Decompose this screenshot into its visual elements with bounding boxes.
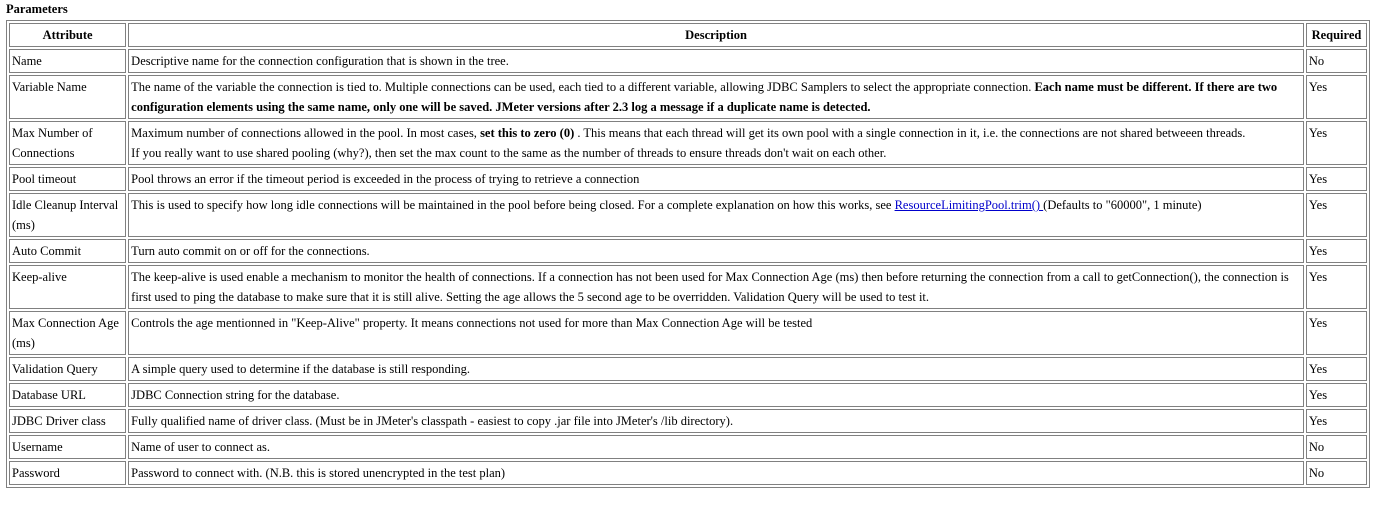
attribute-cell: Database URL (9, 383, 126, 407)
attribute-cell: Validation Query (9, 357, 126, 381)
table-row (9, 265, 1367, 309)
attribute-cell: Username (9, 435, 126, 459)
description-cell: Fully qualified name of driver class. (Must be in JMeter's classpath - easiest to copy .jar file into JMeter's /lib directory). (128, 409, 1304, 433)
table-row (9, 311, 1367, 355)
description-cell: The keep-alive is used enable a mechanism to monitor the health of connections. If a connection has not been used for Max Connection Age (ms) then before returning the connection from a call to getConnection(), the connection is first used to ping the database to make sure that it is still alive. Setting the age allows the 5 second age to be overridden. Validation Query will be used to test it. (128, 265, 1304, 309)
attribute-cell: Auto Commit (9, 239, 126, 263)
description-cell: Controls the age mentionned in "Keep-Alive" property. It means connections not used for more than Max Connection Age will be tested (128, 311, 1304, 355)
required-cell: Yes (1306, 265, 1367, 309)
section-title: Parameters (6, 2, 68, 16)
required-cell: Yes (1306, 383, 1367, 407)
description-cell (128, 75, 1304, 119)
description-cell (128, 121, 1304, 165)
attribute-cell: Keep-alive (9, 265, 126, 309)
attribute-cell: Max Number of Connections (9, 121, 126, 165)
description-cell: Name of user to connect as. (128, 435, 1304, 459)
required-cell: Yes (1306, 239, 1367, 263)
required-cell: No (1306, 49, 1367, 73)
required-cell: Yes (1306, 357, 1367, 381)
attribute-cell: JDBC Driver class (9, 409, 126, 433)
attribute-cell: Pool timeout (9, 167, 126, 191)
description-text: Maximum number of connections allowed in the pool. In most cases, (131, 126, 481, 140)
header-row (9, 23, 1367, 47)
description-text: This is used to specify how long idle connections will be maintained in the pool before being closed. For a complete explanation on how this works, see (131, 198, 895, 212)
table-row (9, 167, 1367, 191)
description-text: If you really want to use shared pooling (why?), then set the max count to the same as the number of threads to ensure threads don't wait on each other. (131, 146, 887, 160)
required-cell: Yes (1306, 311, 1367, 355)
description-cell: A simple query used to determine if the database is still responding. (128, 357, 1304, 381)
attribute-cell: Name (9, 49, 126, 73)
description-cell: JDBC Connection string for the database. (128, 383, 1304, 407)
required-cell: Yes (1306, 75, 1367, 119)
header-description: Description (128, 23, 1304, 47)
table-row (9, 121, 1367, 165)
table-row (9, 409, 1367, 433)
required-cell: Yes (1306, 409, 1367, 433)
table-row (9, 435, 1367, 459)
required-cell: No (1306, 461, 1367, 485)
table-row (9, 193, 1367, 237)
table-row (9, 75, 1367, 119)
required-cell: No (1306, 435, 1367, 459)
description-bold-text: Each name must be different. If there are two configuration elements using the same name, only one will be saved. JMeter versions after 2.3 log a message if a duplicate name is detected. (131, 80, 1278, 114)
header-required: Required (1306, 23, 1367, 47)
description-text: (Defaults to "60000", 1 minute) (1043, 198, 1202, 212)
required-cell: Yes (1306, 167, 1367, 191)
attribute-cell: Password (9, 461, 126, 485)
table-row (9, 239, 1367, 263)
header-attribute: Attribute (9, 23, 126, 47)
description-cell: Turn auto commit on or off for the connections. (128, 239, 1304, 263)
description-text: . This means that each thread will get its own pool with a single connection in it, i.e. the connections are not shared betweeen threads. (574, 126, 1246, 140)
attribute-cell: Idle Cleanup Interval (ms) (9, 193, 126, 237)
description-cell: Descriptive name for the connection configuration that is shown in the tree. (128, 49, 1304, 73)
description-cell: Password to connect with. (N.B. this is stored unencrypted in the test plan) (128, 461, 1304, 485)
parameters-table (6, 20, 1370, 488)
table-row (9, 49, 1367, 73)
table-row (9, 383, 1367, 407)
required-cell: Yes (1306, 193, 1367, 237)
attribute-cell: Max Connection Age (ms) (9, 311, 126, 355)
description-bold-text: set this to zero (0) (480, 126, 575, 140)
table-row (9, 461, 1367, 485)
description-cell (128, 193, 1304, 237)
required-cell: Yes (1306, 121, 1367, 165)
table-row (9, 357, 1367, 381)
description-text: The name of the variable the connection is tied to. Multiple connections can be used, each tied to a different variable, allowing JDBC Samplers to select the appropriate connection. (131, 80, 1035, 94)
description-cell: Pool throws an error if the timeout period is exceeded in the process of trying to retrieve a connection (128, 167, 1304, 191)
resource-limiting-pool-trim-link[interactable]: ResourceLimitingPool.trim() (894, 198, 1044, 212)
attribute-cell: Variable Name (9, 75, 126, 119)
